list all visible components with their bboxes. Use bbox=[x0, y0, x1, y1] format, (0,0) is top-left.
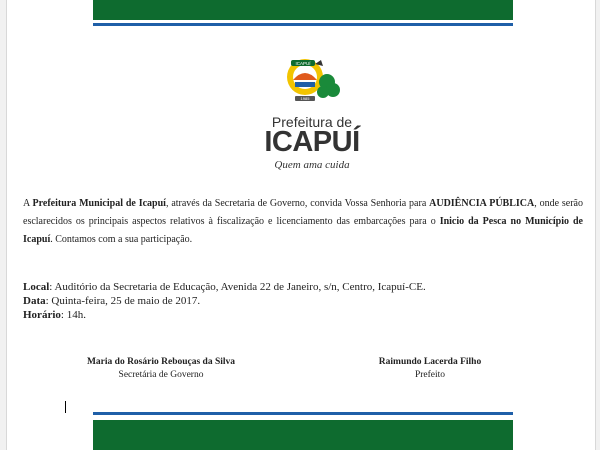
icapui-emblem-icon bbox=[277, 52, 342, 107]
prefeitura-logo bbox=[257, 52, 367, 172]
local-value: : Auditório da Secretaria de Educação, Avenida 22 de Janeiro, s/n, Centro, Icapuí-CE. bbox=[49, 281, 426, 293]
logo-line1: Prefeitura de bbox=[271, 114, 353, 130]
logo-line2: ICAPUÍ bbox=[264, 126, 360, 158]
horario-value: : 14h. bbox=[60, 309, 86, 321]
info-data bbox=[23, 294, 583, 308]
body-text-4: . Contamos com a sua participação. bbox=[50, 234, 193, 245]
logo-slogan: Quem ama cuida bbox=[274, 159, 350, 171]
event-info bbox=[23, 280, 583, 322]
local-label: Local bbox=[23, 281, 50, 293]
signature-role: Prefeito bbox=[414, 370, 446, 380]
badge-top-text: ICAPUÍ bbox=[295, 61, 311, 66]
body-text-2: , através da Secretaria de Governo, convida Vossa Senhoria para bbox=[165, 198, 430, 209]
document-page bbox=[6, 0, 596, 450]
badge-year-text: 1985 bbox=[300, 96, 310, 101]
signature-role: Secretária de Governo bbox=[118, 370, 204, 380]
body-text-1: A bbox=[23, 198, 33, 209]
info-horario bbox=[23, 308, 583, 322]
footer-green-band bbox=[93, 420, 513, 450]
header-green-band bbox=[93, 0, 513, 20]
data-label: Data bbox=[23, 295, 46, 307]
horario-label: Horário bbox=[23, 309, 61, 321]
body-bold-2: AUDIÊNCIA PÚBLICA bbox=[429, 198, 535, 209]
signature-prefeito bbox=[340, 356, 520, 382]
signature-name: Raimundo Lacerda Filho bbox=[378, 357, 482, 367]
body-text-3: , onde serão esclarecidos os principais aspectos relativos à fiscalização e licenciamento das embarcações para o bbox=[23, 198, 583, 227]
signature-secretaria bbox=[71, 356, 251, 382]
footer-blue-line bbox=[93, 412, 513, 415]
signature-name: Maria do Rosário Rebouças da Silva bbox=[86, 357, 236, 367]
body-bold-1: Prefeitura Municipal de Icapuí bbox=[32, 198, 166, 209]
body-bold-3: Inicio da Pesca no Município de Icapuí bbox=[23, 216, 583, 245]
header-blue-line bbox=[93, 23, 513, 26]
invitation-paragraph bbox=[23, 195, 583, 249]
text-cursor[interactable] bbox=[65, 401, 66, 413]
info-local bbox=[23, 280, 583, 294]
data-value: : Quinta-feira, 25 de maio de 2017. bbox=[45, 295, 201, 307]
